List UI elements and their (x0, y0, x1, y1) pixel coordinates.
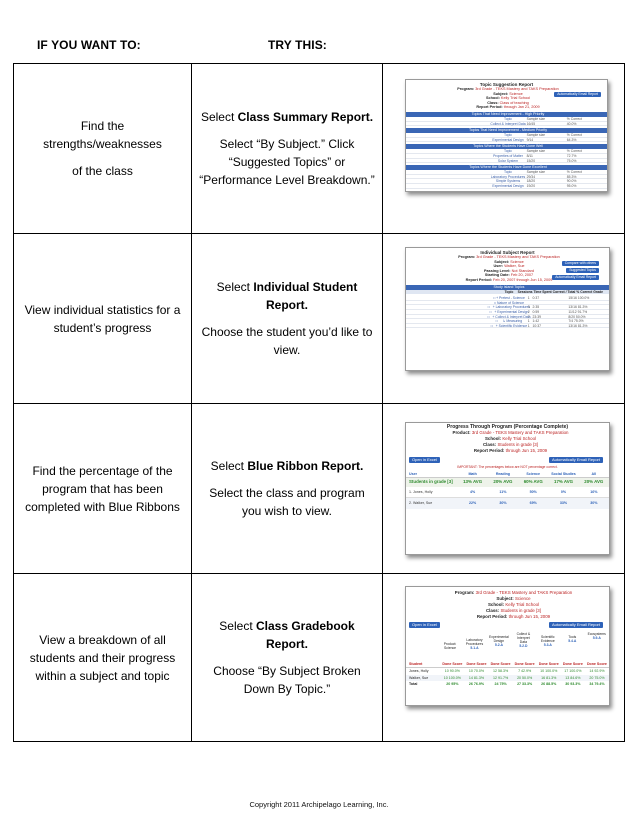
column-header-want: IF YOU WANT TO: (37, 38, 141, 52)
want-cell (14, 574, 192, 742)
try-cell (192, 574, 383, 742)
topic-suggestion-report-thumbnail: Topic Suggestion Report Program: 3rd Grade - TEKS Mastery and TAKS Preparation Subject: Science School: Kelly Trial School Class: Class of teaching Report Period: through Jan 21, 2009 Automatically Email Report Topics That Need Improvement - High Priority Topic Sample size % Correct Collect & Interpret Data 16/45 40.0% Topics That Need Improvement - Medium Priority Topic Sample size % Correct Experimental Design 9/14 64.3% Topics Where the Students Have Done Well Topic Sample size % Correct Properties of Matter 8/11 72.7% Solar System 15/20 75.0% Topics Where the Students Have Done Excellent Topic Sample size % Correct Laboratory Procedures 29/34 85.3% Simple Systems 18/20 90.0% Experimental Design 19/20 95.0% (405, 79, 608, 192)
try-cell (192, 234, 383, 404)
suggested-topics-button[interactable]: Suggested Topics (566, 268, 599, 273)
want-line: View individual statistics for a (24, 302, 181, 317)
try-prefix: Select (200, 110, 238, 124)
class-gradebook-report-thumbnail: Program: 3rd Grade - TEKS Mastery and TAKS Preparation Subject: Science School: Kelly Trial School Class: Students in grade [3] Report Period: through Jun 15, 2009 Open in Excel Automatically Email Report Product: Science Laboratory Procedures 5.1.A Experimental Design 5.2.A Collect & Interpret Data 5.2.D Scientific Evidence 5.3.A Tools 5.4.A Ecosystems 5.9.A Student Done Score Done Score Done Score Done Score Done Score Done Score Done Score Jones, Holly 10 90.0% 10 70.0% 12 58.3% 7 42.9% 10 100.0% 17 100.0% 14 92.9% Walker, Sue 10 100.0% 14 81.3% 12 91.7% 20 50.0% 16 81.3% 13 84.6% 20 75.0% Total 20 95% 26 76.9% 24 75% 27 33.3% 26 88.5% 30 93.3% 34 79.4% (405, 586, 610, 706)
want-line: student’s progress (53, 320, 152, 335)
want-cell (14, 64, 192, 234)
try-instruction: Select “By Subject.” Click “Suggested Topics” or “Performance Level Breakdown.” (199, 137, 375, 187)
copyright-footer: Copyright 2011 Archipelago Learning, Inc. (249, 800, 389, 809)
try-cell (192, 404, 383, 574)
thumb-title: Topic Suggestion Report (479, 82, 534, 87)
try-prefix: Select (216, 280, 254, 294)
want-cell (14, 234, 192, 404)
instructions-table (13, 63, 625, 742)
section-bar: Topics That Need Improvement - High Priority (406, 112, 607, 117)
section-bar: Topics Where the Students Have Done Well (406, 144, 607, 149)
column-header-try: TRY THIS: (268, 38, 327, 52)
thumb-title: Progress Through Program (Percentage Complete) (446, 424, 569, 430)
table-row (14, 234, 625, 404)
table-row (14, 574, 625, 742)
important-note: IMPORTANT: The percentages below are NOT percentage correct. (457, 465, 558, 469)
try-prefix: Select (219, 619, 256, 633)
want-line: Find the percentage of the (32, 463, 173, 478)
want-line: program that has been (42, 481, 163, 496)
blue-ribbon-report-thumbnail: Progress Through Program (Percentage Complete) Product: 3rd Grade - TEKS Mastery and TAKS Preparation School: Kelly Trial School Class: Students in grade [3] Report Period: through Jun 15, 2009 Open in Excel Automatically Email Report IMPORTANT: The percentages below are NOT percentage correct. User Math Reading Science Social Studies All Students in grade [3] 13% AVG 20% AVG 60% AVG 17% AVG 20% AVG 1. Jones, Holly 4% 11% 50% 0% 16% 2. Walker, Sue 22% 30% 69% 33% 30% (405, 422, 610, 555)
try-cell (192, 64, 383, 234)
want-line: View a breakdown of all (39, 632, 166, 647)
try-prefix: Select (210, 459, 248, 473)
screenshot-cell (383, 404, 625, 574)
want-line: students and their progress (29, 650, 176, 665)
screenshot-cell (383, 234, 625, 404)
try-instruction: Choose the student you’d like to view. (201, 325, 373, 357)
report-name: Blue Ribbon Report. (247, 459, 364, 473)
want-line: of the class (72, 164, 133, 178)
try-instruction: Select the class and program you wish to view. (209, 486, 365, 518)
want-line: within a subject and topic (35, 668, 170, 683)
thumb-title: Individual Subject Report (480, 250, 535, 255)
table-row (14, 404, 625, 574)
section-bar: Topics Where the Students Have Done Excellent (406, 165, 607, 170)
email-report-button[interactable]: Automatically Email Report (549, 457, 603, 463)
want-cell (14, 404, 192, 574)
report-name: Class Gradebook Report. (255, 619, 355, 651)
section-bar: Study Island Topics (406, 285, 609, 290)
want-line: Find the strengths/weaknesses (43, 119, 162, 151)
report-name: Class Summary Report. (237, 110, 374, 124)
open-in-excel-button[interactable]: Open in Excel (409, 622, 440, 628)
screenshot-cell (383, 64, 625, 234)
report-name: Individual Student Report. (253, 280, 358, 312)
table-row (14, 64, 625, 234)
individual-subject-report-thumbnail: Individual Subject Report Program: 3rd Grade - TEKS Mastery and TAKS Preparation Subject: Science User: Walker, Sue Passing Level: Not Standard Starting Date: Feb 20, 2007 Report Period: Feb 20, 2007 through Jun 15, 2009 Compare with others Suggested Topics Automatically Email Report Study Island Topics Topic Sessions Time Spent Correct / Total % Correct Grade □ + Pretest - Science 1 0:37 15/16 100.0% □ Nature of Science □ + Laboratory Procedures 3 2:35 13/16 81.3% □ + Experimental Design 2 0:59 11/12 91.7% □ + Collect & Interpret Data 7 23:39 8/20 50.0% □ ↳ Measuring 1 1:42 7/4 75.0% □ + Scientific Evidence 1 10:37 13/16 81.3% (405, 247, 610, 371)
try-instruction: Choose “By Subject Broken Down By Topic.” (213, 664, 361, 696)
email-report-button[interactable]: Automatically Email Report (554, 92, 601, 97)
screenshot-cell (383, 574, 625, 742)
want-line: completed with Blue Ribbons (25, 499, 180, 514)
open-in-excel-button[interactable]: Open in Excel (409, 457, 440, 463)
email-report-button[interactable]: Automatically Email Report (549, 622, 603, 628)
section-bar: Topics That Need Improvement - Medium Priority (406, 128, 607, 133)
email-report-button[interactable]: Automatically Email Report (552, 275, 599, 280)
compare-button[interactable]: Compare with others (562, 261, 599, 266)
